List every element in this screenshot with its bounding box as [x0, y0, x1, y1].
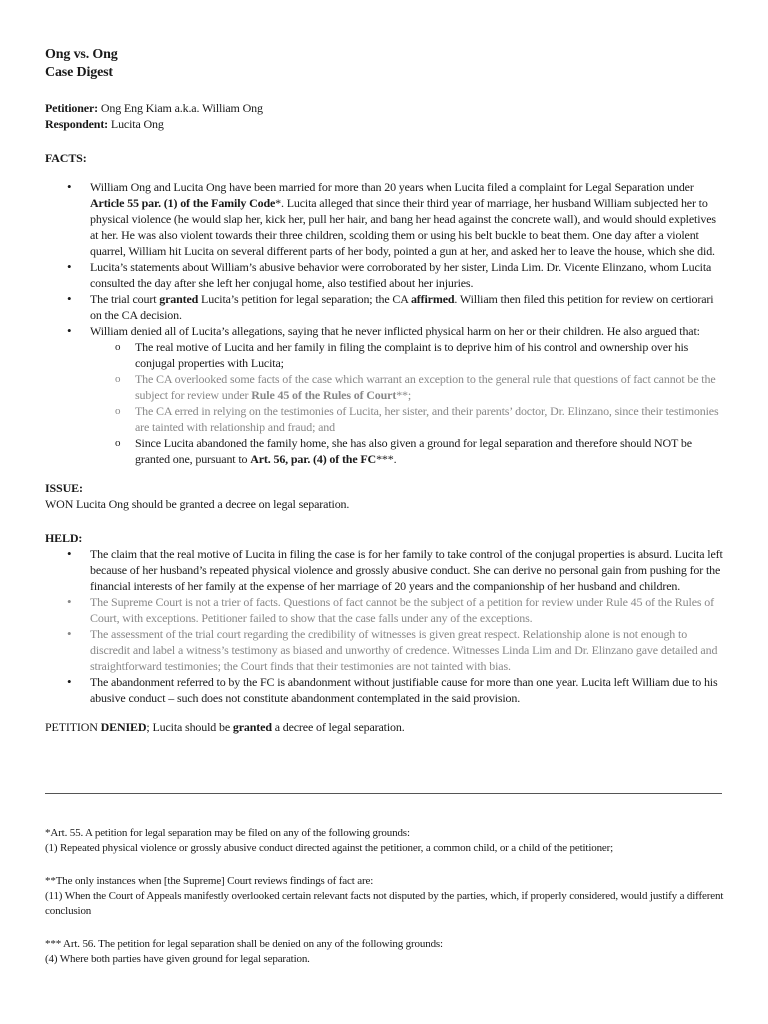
list-item: • The Supreme Court is not a trier of facts. Questions of fact cannot be the subject of a petition for review under Rule 45 of the Rules of Court, with exceptions. Petitioner failed to show that the case falls under any of the exceptions. — [45, 594, 725, 626]
footnotes — [45, 826, 725, 967]
list-item: • William Ong and Lucita Ong have been married for more than 20 years when Lucita filed a complaint for Legal Separation under Article 55 par. (1) of the Family Code*. Lucita alleged that since their third year of marriage, her husband William subjected her to physical violence (he would slap her, kick her, pull her hair, and bang her head against the concrete wall), and would should expletives at her. He was also violent towards their three children, scolding them or using his belt buckle to beat them. One day after a violent quarrel, William hit Lucita on several different parts of her body, pointed a gun at her, and asked her to leave the house, which she did. — [45, 179, 725, 259]
facts-list — [45, 179, 725, 467]
sub-list-item: o The CA overlooked some facts of the case which warrant an exception to the general rule that questions of fact cannot be the subject for review under Rule 45 of the Rules of Court**; — [45, 371, 725, 403]
held-heading: HELD: — [45, 531, 83, 545]
case-subtitle: Case Digest — [45, 65, 113, 80]
arguments-sublist — [90, 339, 725, 467]
petitioner-line — [45, 100, 725, 116]
footnote-3-text: (4) Where both parties have given ground for legal separation. — [45, 953, 310, 965]
respondent-name: Lucita Ong — [110, 117, 164, 131]
list-item: • The trial court granted Lucita’s petition for legal separation; the CA affirmed. William then filed this petition for review on certiorari on the CA decision. — [45, 291, 725, 323]
case-title: Ong vs. Ong — [45, 47, 118, 62]
petitioner-name: Ong Eng Kiam a.k.a. William Ong — [100, 101, 263, 115]
sub-list-item: o Since Lucita abandoned the family home, she has also given a ground for legal separation and therefore should NOT be granted one, pursuant to Art. 56, par. (4) of the FC***. — [45, 435, 725, 467]
issue-text: WON Lucita Ong should be granted a decree on legal separation. — [45, 497, 350, 511]
sub-list-item: o The CA erred in relying on the testimonies of Lucita, her sister, and their parents’ doctor, Dr. Elinzano, since their testimonies are tainted with relationship and fraud; and — [45, 403, 725, 435]
footnote-2-heading: **The only instances when [the Supreme] Court reviews findings of fact are: — [45, 875, 374, 887]
list-item: • The claim that the real motive of Lucita in filing the case is for her family to take control of the conjugal properties is absurd. Lucita left because of her husband’s repeated physical violence and grossly abusive conduct. She can derive no personal gain from pushing for the financial interests of her family at the expense of her marriage of 20 years and the companionship of her husband and children. — [45, 546, 725, 594]
section-divider — [45, 793, 722, 794]
sub-list-item: o The real motive of Lucita and her family in filing the complaint is to deprive him of his control and ownership over his conjugal properties with Lucita; — [45, 339, 725, 371]
list-item: • The assessment of the trial court regarding the credibility of witnesses is given great respect. Relationship alone is not enough to discredit and label a witness’s testimony as biased and unworthy of credence. Witnesses Linda Lim and Dr. Elinzano gave detailed and straightforward testimonies; the Court finds that their testimonies are not tainted with bias. — [45, 626, 725, 674]
list-item: • William denied all of Lucita’s allegations, saying that he never inflicted physical harm on her or their children. He also argued that: o The real motive of Lucita and her family in filing the complaint is to deprive him of his control and ownership over his conjugal properties with Lucita; o The CA overlooked some facts of the case which warrant an exception to the general rule that questions of fact cannot be the subject for review under Rule 45 of the Rules of Court**; o The CA erred in relying on the testimonies of Lucita, her sister, and their parents’ doctor, Dr. Elinzano, since their testimonies are tainted with relationship and fraud; and o Since Lucita abandoned the family home, she has also given a ground for legal separation and therefore should NOT be granted one, pursuant to Art. 56, par. (4) of the FC***. — [45, 323, 725, 467]
list-item: • Lucita’s statements about William’s abusive behavior were corroborated by her sister, Linda Lim. Dr. Vicente Elinzano, whom Lucita consulted the day after she left her conjugal home, also testified about her injuries. — [45, 259, 725, 291]
footnote-2-text: (11) When the Court of Appeals manifestly overlooked certain relevant facts not disputed by the parties, which, if properly considered, would justify a different conclusion — [45, 890, 724, 917]
respondent-label: Respondent: — [45, 117, 109, 131]
footnote-1-text: (1) Repeated physical violence or grossly abusive conduct directed against the petitioner, a common child, or a child of the petitioner; — [45, 842, 614, 854]
footnote-1-heading: *Art. 55. A petition for legal separation may be filed on any of the following grounds: — [45, 827, 410, 839]
facts-heading: FACTS: — [45, 151, 87, 165]
respondent-line — [45, 116, 725, 132]
held-list — [45, 546, 725, 706]
issue-heading: ISSUE: — [45, 481, 83, 495]
disposition-line: PETITION DENIED; Lucita should be granted a decree of legal separation. — [45, 720, 405, 734]
list-item: • The abandonment referred to by the FC is abandonment without justifiable cause for more than one year. Lucita left William due to his abusive conduct – such does not constitute abandonment contemplated in the said provision. — [45, 674, 725, 706]
document-body — [45, 46, 725, 735]
petitioner-label: Petitioner: — [45, 101, 98, 115]
footnote-3-heading: *** Art. 56. The petition for legal separation shall be denied on any of the following grounds: — [45, 938, 443, 950]
